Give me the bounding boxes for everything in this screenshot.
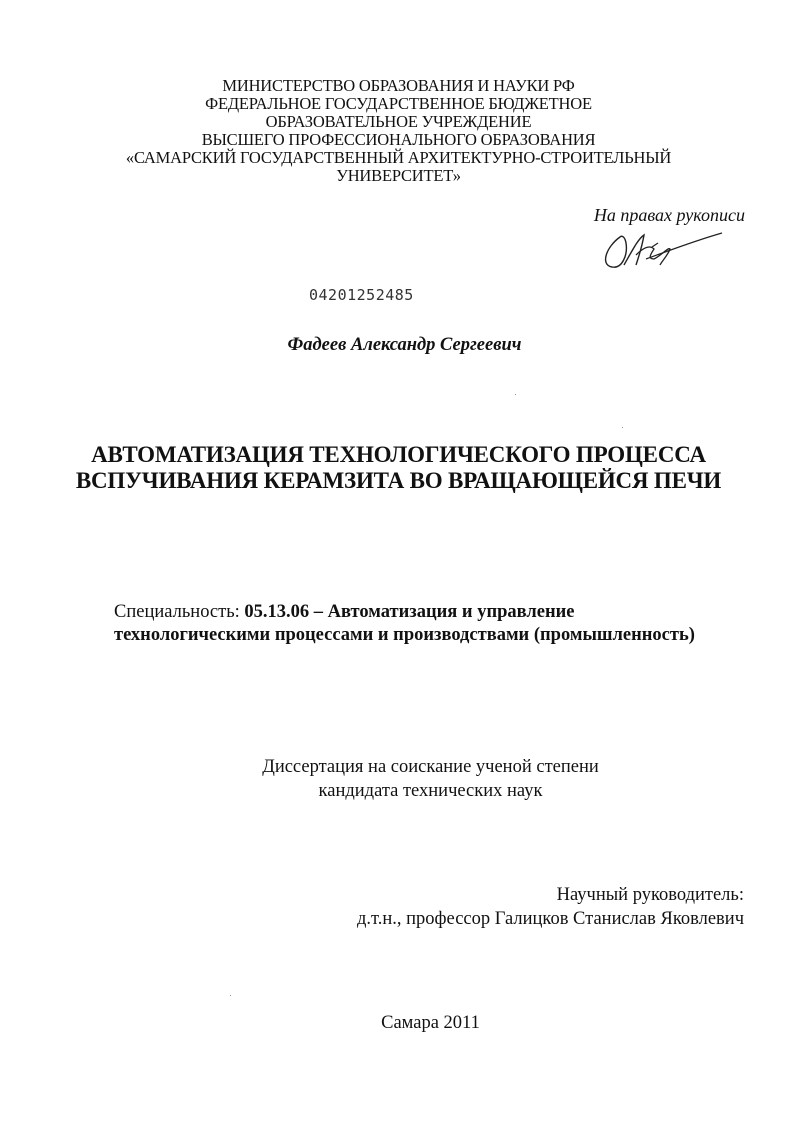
advisor-label: Научный руководитель: xyxy=(556,885,744,905)
header-line: ВЫСШЕГО ПРОФЕССИОНАЛЬНОГО ОБРАЗОВАНИЯ xyxy=(201,130,596,149)
author-name: Фадеев Александр Сергеевич xyxy=(287,335,522,355)
degree-line-2: кандидата технических наук xyxy=(318,781,543,801)
speciality-code: 05.13.06 – Автоматизация и управление xyxy=(244,602,575,622)
title-line-1: АВТОМАТИЗАЦИЯ ТЕХНОЛОГИЧЕСКОГО ПРОЦЕССА xyxy=(91,442,706,467)
advisor-name: д.т.н., профессор Галицков Станислав Яковлевич xyxy=(357,909,744,929)
dissertation-title xyxy=(0,442,797,494)
degree-statement xyxy=(32,755,797,803)
speciality-description: технологическими процессами и производствами (промышленность) xyxy=(114,625,695,645)
header-line: ФЕДЕРАЛЬНОЕ ГОСУДАРСТВЕННОЕ БЮДЖЕТНОЕ xyxy=(205,94,592,113)
scan-speck xyxy=(622,427,623,428)
scan-speck xyxy=(230,995,231,996)
registration-number: 04201252485 xyxy=(309,286,414,304)
header-line: УНИВЕРСИТЕТ» xyxy=(336,166,461,185)
speciality-block xyxy=(114,601,695,647)
city-year: Самара 2011 xyxy=(381,1013,480,1033)
header-line: «САМАРСКИЙ ГОСУДАРСТВЕННЫЙ АРХИТЕКТУРНО-СТРОИТЕЛЬНЫЙ xyxy=(125,148,672,167)
title-line-2: ВСПУЧИВАНИЯ КЕРАМЗИТА ВО ВРАЩАЮЩЕЙСЯ ПЕЧИ xyxy=(75,468,722,493)
scan-speck xyxy=(515,394,516,395)
manuscript-rights-note: На правах рукописи xyxy=(593,205,745,225)
header-line: ОБРАЗОВАТЕЛЬНОЕ УЧРЕЖДЕНИЕ xyxy=(265,112,532,131)
degree-line-1: Диссертация на соискание ученой степени xyxy=(262,757,599,777)
speciality-label: Специальность: xyxy=(114,602,245,622)
signature-icon xyxy=(598,225,728,275)
ministry-header xyxy=(0,77,797,185)
header-line: МИНИСТЕРСТВО ОБРАЗОВАНИЯ И НАУКИ РФ xyxy=(222,76,575,95)
scientific-advisor xyxy=(357,883,744,931)
